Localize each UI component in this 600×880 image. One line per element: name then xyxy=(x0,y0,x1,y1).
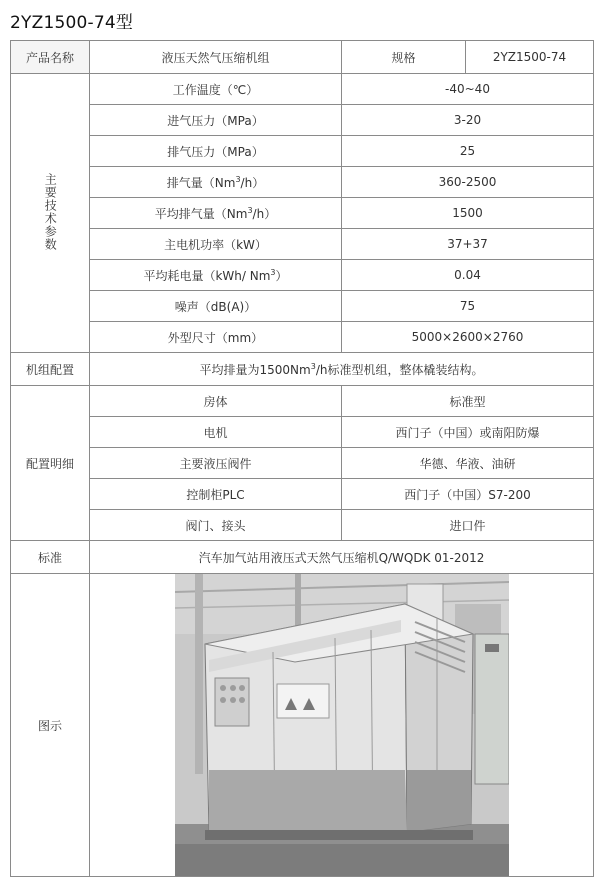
main-params-label: 主要技术参数 xyxy=(43,172,58,251)
param-name-part: 平均耗电量（kWh/ Nm xyxy=(143,268,271,283)
product-name-label: 产品名称 xyxy=(11,41,90,74)
param-value: 75 xyxy=(342,291,594,322)
param-name-part: 排气量（Nm xyxy=(166,175,236,190)
config-row xyxy=(11,510,594,541)
param-value: 1500 xyxy=(342,198,594,229)
param-name: 排气压力（MPa） xyxy=(90,136,342,167)
param-row xyxy=(11,229,594,260)
param-value: 0.04 xyxy=(342,260,594,291)
param-name-part: 平均排气量（Nm xyxy=(154,206,248,221)
superscript: 3 xyxy=(247,205,253,215)
param-value: -40~40 xyxy=(342,74,594,105)
illustration-row xyxy=(11,574,594,877)
standard-label: 标准 xyxy=(11,541,90,574)
compressor-skid-photo xyxy=(175,574,509,876)
param-name: 外型尺寸（mm） xyxy=(90,322,342,353)
config-row xyxy=(11,386,594,417)
header-row xyxy=(11,41,594,74)
product-name-value: 液压天然气压缩机组 xyxy=(90,41,342,74)
param-value: 3-20 xyxy=(342,105,594,136)
param-name: 工作温度（℃） xyxy=(90,74,342,105)
unit-config-text: 平均排量为1500Nm xyxy=(199,362,311,377)
config-value: 标准型 xyxy=(342,386,594,417)
compressor-skid-icon xyxy=(175,574,509,876)
standard-value: 汽车加气站用液压式天然气压缩机Q/WQDK 01-2012 xyxy=(90,541,594,574)
standard-row xyxy=(11,541,594,574)
param-name xyxy=(90,198,342,229)
param-value: 25 xyxy=(342,136,594,167)
main-params-label-cell xyxy=(11,74,90,353)
param-row xyxy=(11,198,594,229)
param-name: 进气压力（MPa） xyxy=(90,105,342,136)
config-value: 华德、华液、油研 xyxy=(342,448,594,479)
config-row xyxy=(11,448,594,479)
spec-value: 2YZ1500-74 xyxy=(466,41,594,74)
spec-table xyxy=(10,40,594,877)
config-name: 主要液压阀件 xyxy=(90,448,342,479)
config-row xyxy=(11,417,594,448)
superscript: 3 xyxy=(235,174,241,184)
config-name: 电机 xyxy=(90,417,342,448)
unit-config-row xyxy=(11,353,594,386)
param-row xyxy=(11,167,594,198)
config-name: 房体 xyxy=(90,386,342,417)
unit-config-text: /h标准型机组，整体橇装结构。 xyxy=(315,362,484,377)
param-row xyxy=(11,74,594,105)
illustration-label: 图示 xyxy=(11,574,90,877)
param-row xyxy=(11,105,594,136)
param-row xyxy=(11,260,594,291)
config-name: 阀门、接头 xyxy=(90,510,342,541)
superscript: 3 xyxy=(270,267,276,277)
config-row xyxy=(11,479,594,510)
param-name: 噪声（dB(A)） xyxy=(90,291,342,322)
param-row xyxy=(11,322,594,353)
param-row xyxy=(11,291,594,322)
param-name-part: ） xyxy=(275,268,288,283)
param-name xyxy=(90,260,342,291)
spec-label: 规格 xyxy=(342,41,466,74)
param-value: 360-2500 xyxy=(342,167,594,198)
unit-config-value xyxy=(90,353,594,386)
config-value: 西门子（中国）或南阳防爆 xyxy=(342,417,594,448)
illustration-cell xyxy=(90,574,594,877)
config-name: 控制柜PLC xyxy=(90,479,342,510)
param-value: 5000×2600×2760 xyxy=(342,322,594,353)
config-value: 西门子（中国）S7-200 xyxy=(342,479,594,510)
unit-config-label: 机组配置 xyxy=(11,353,90,386)
param-name-part: /h） xyxy=(240,175,265,190)
page-title: 2YZ1500-74型 xyxy=(10,13,134,33)
config-details-label: 配置明细 xyxy=(11,386,90,541)
param-name xyxy=(90,167,342,198)
param-name-part: /h） xyxy=(252,206,277,221)
superscript: 3 xyxy=(310,361,316,371)
config-value: 进口件 xyxy=(342,510,594,541)
param-name: 主电机功率（kW） xyxy=(90,229,342,260)
param-value: 37+37 xyxy=(342,229,594,260)
param-row xyxy=(11,136,594,167)
